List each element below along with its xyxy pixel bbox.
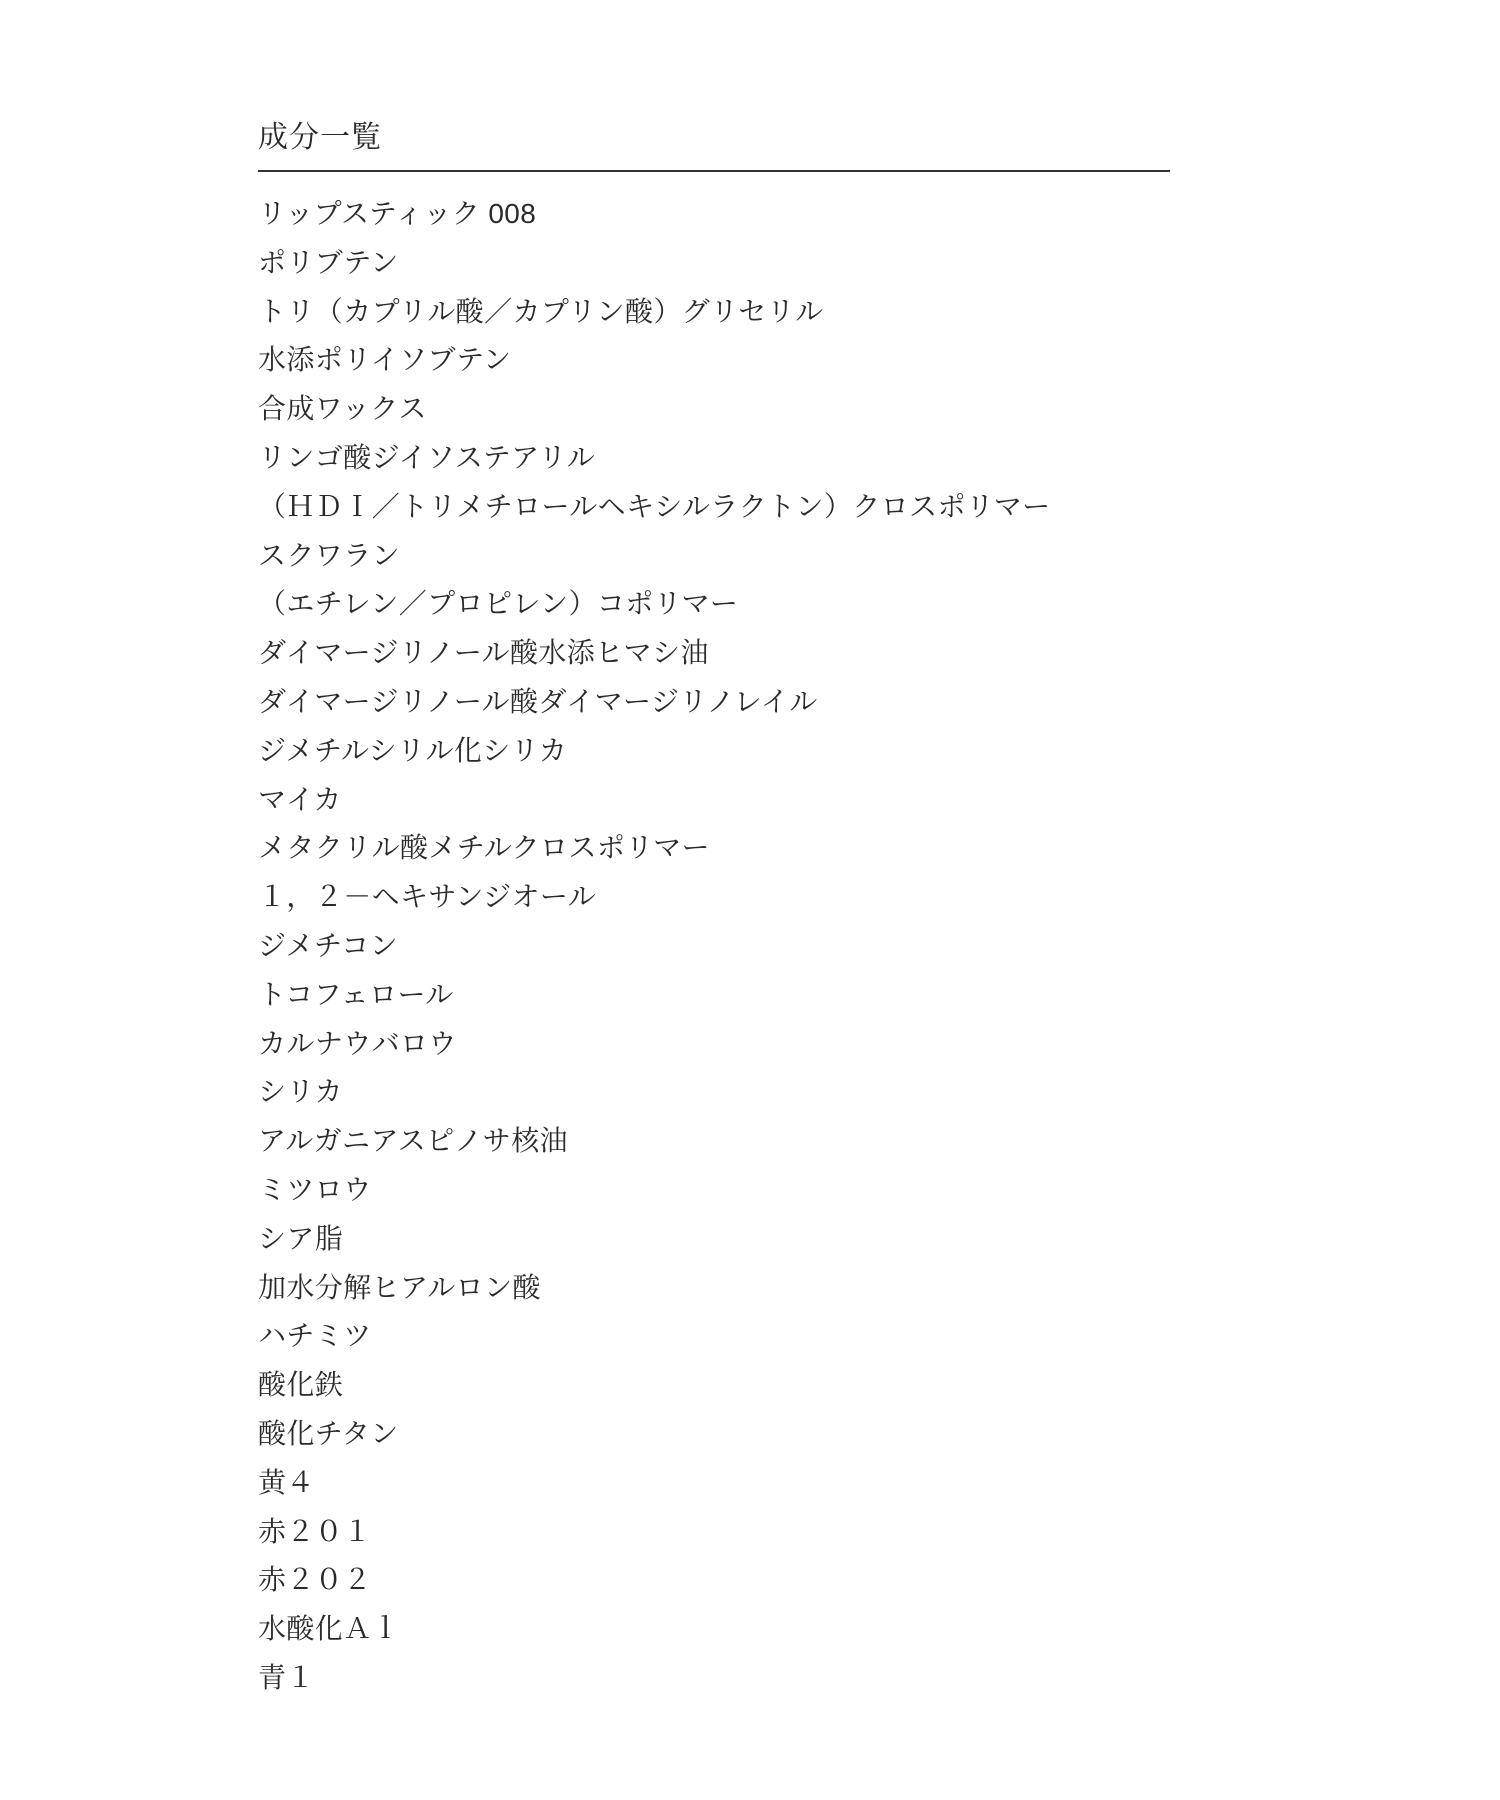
ingredient-item: （ＨＤＩ／トリメチロールヘキシルラクトン）クロスポリマー <box>258 490 1051 522</box>
ingredient-item: 赤２０１ <box>258 1515 372 1547</box>
ingredient-item: ハチミツ <box>258 1320 372 1352</box>
ingredient-list <box>258 239 1170 1703</box>
ingredient-item: スクワラン <box>258 539 401 571</box>
ingredient-item: 黄４ <box>258 1466 315 1498</box>
ingredient-item: （エチレン／プロピレン）コポリマー <box>258 588 739 620</box>
ingredient-block <box>258 190 1170 1703</box>
product-name: リップスティック 008 <box>258 198 537 229</box>
ingredient-item: シア脂 <box>258 1222 344 1254</box>
ingredient-item: ジメチコン <box>258 929 399 961</box>
ingredient-item: メタクリル酸メチルクロスポリマー <box>258 832 710 864</box>
ingredient-item: 合成ワックス <box>258 393 427 425</box>
ingredient-item: 水添ポリイソブテン <box>258 344 512 376</box>
ingredient-item: マイカ <box>258 783 342 815</box>
ingredient-item: １，２－ヘキサンジオール <box>258 881 597 913</box>
ingredient-item: ポリブテン <box>258 246 399 278</box>
ingredient-item: ダイマージリノール酸ダイマージリノレイル <box>258 685 818 717</box>
title-divider <box>258 170 1170 172</box>
ingredient-item: シリカ <box>258 1076 343 1108</box>
document-content <box>258 0 1170 1703</box>
ingredient-item: リンゴ酸ジイソステアリル <box>258 441 596 473</box>
ingredient-item: トリ（カプリル酸／カプリン酸）グリセリル <box>258 295 824 327</box>
ingredient-item: トコフェロール <box>258 978 454 1010</box>
ingredient-item: 水酸化Ａｌ <box>258 1613 401 1645</box>
ingredient-item: ミツロウ <box>258 1173 372 1205</box>
ingredient-item: ダイマージリノール酸水添ヒマシ油 <box>258 637 709 669</box>
ingredient-item: 酸化鉄 <box>258 1369 344 1401</box>
ingredient-item: 加水分解ヒアルロン酸 <box>258 1271 541 1303</box>
ingredient-item: ジメチルシリル化シリカ <box>258 734 568 766</box>
ingredient-item: カルナウバロウ <box>258 1027 457 1059</box>
ingredient-item: 赤２０２ <box>258 1564 372 1596</box>
ingredient-item: 青１ <box>258 1661 315 1693</box>
ingredient-item: アルガニアスピノサ核油 <box>258 1125 568 1157</box>
ingredient-item: 酸化チタン <box>258 1417 399 1449</box>
page-title: 成分一覧 <box>258 121 382 154</box>
